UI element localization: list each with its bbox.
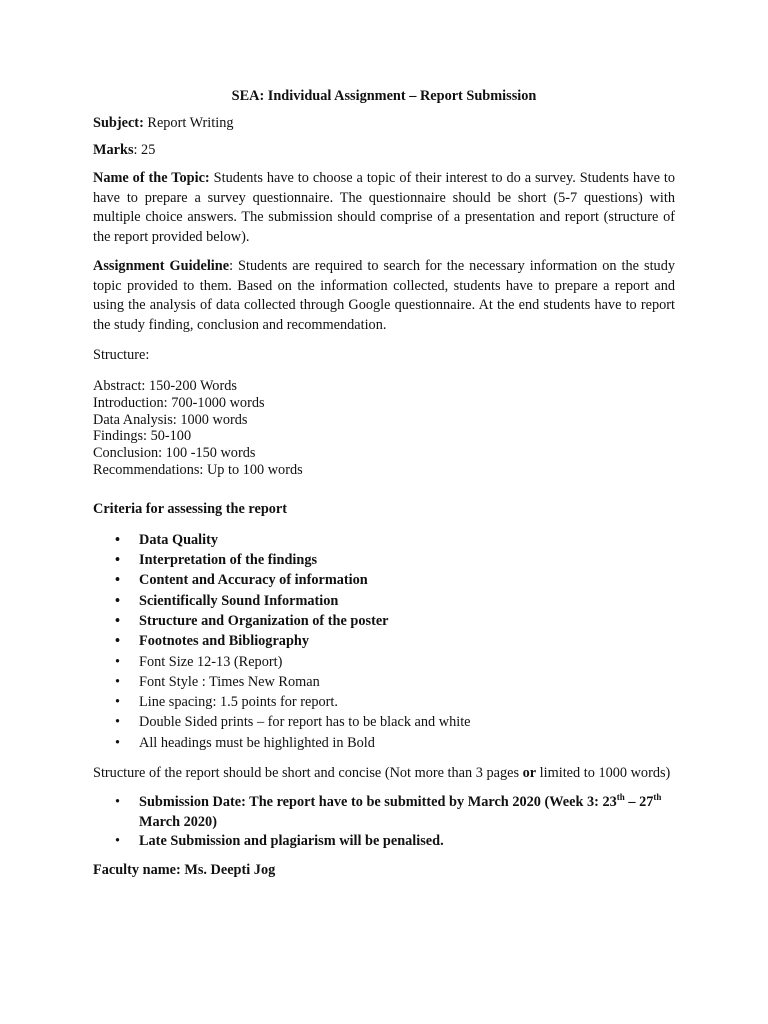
subject-line: [93, 115, 675, 132]
subject-value: Report Writing: [143, 115, 234, 131]
bullet-icon: •: [115, 673, 121, 690]
document-page: [93, 88, 675, 879]
bullet-icon: •: [115, 734, 121, 751]
subject-label: Subject:: [93, 115, 144, 131]
criteria-item: • Content and Accuracy of information: [93, 570, 675, 590]
criteria-item: • Font Style : Times New Roman: [93, 672, 675, 692]
criteria-item: • Footnotes and Bibliography: [93, 631, 675, 651]
criteria-item: • Line spacing: 1.5 points for report.: [93, 692, 675, 712]
bullet-icon: •: [115, 653, 121, 670]
guideline-paragraph: [93, 257, 675, 335]
guideline-label: Assignment Guideline: [93, 258, 230, 274]
criteria-item: • Interpretation of the findings: [93, 550, 675, 570]
structure-list: [93, 378, 675, 479]
criteria-item: • Font Size 12-13 (Report): [93, 652, 675, 672]
criteria-item: • All headings must be highlighted in Bold: [93, 733, 675, 753]
criteria-heading: Criteria for assessing the report: [93, 500, 288, 517]
bullet-icon: •: [115, 531, 121, 548]
structure-item: Data Analysis: 1000 words: [93, 411, 248, 428]
structure-item: Abstract: 150-200 Words: [93, 378, 237, 394]
structure-item: Findings: 50-100: [93, 428, 192, 445]
structure-item: Introduction: 700-1000 words: [93, 394, 265, 411]
guideline-text: : Students are required to search for the necessary information on the study topic provided to them. Based on the information collected, students have to prepare a report and using the analysis of data collected through Google questionnaire. At the end students have to report the study finding, conclusion and recommendation.: [93, 258, 675, 333]
topic-label: Name of the Topic:: [93, 170, 210, 186]
bullet-icon: •: [115, 552, 121, 569]
submission-date-item: • Submission Date: The report have to be submitted by March 2020 (Week 3: 23th – 27th March 2020): [115, 792, 662, 830]
bullet-icon: •: [115, 833, 121, 850]
structure-item: Recommendations: Up to 100 words: [93, 461, 303, 478]
structure-item: Conclusion: 100 -150 words: [93, 445, 256, 462]
bullet-icon: •: [115, 612, 121, 629]
bullet-icon: •: [115, 694, 121, 711]
marks-label: Marks: [93, 142, 134, 158]
criteria-item: • Double Sided prints – for report has to be black and white: [93, 712, 675, 732]
bullet-icon: •: [115, 592, 121, 609]
document-title: SEA: Individual Assignment – Report Submission: [231, 88, 537, 104]
criteria-item: • Data Quality: [93, 530, 675, 550]
criteria-list: [93, 530, 675, 753]
submission-list: [93, 793, 675, 852]
structure-label: Structure:: [93, 347, 150, 363]
marks-line: [93, 142, 675, 159]
concise-note: Structure of the report should be short and concise (Not more than 3 pages or limited to 1000 words): [93, 765, 671, 782]
bullet-icon: •: [115, 714, 121, 731]
criteria-item: • Structure and Organization of the poster: [93, 611, 675, 631]
bullet-icon: •: [115, 633, 121, 650]
bullet-icon: •: [115, 794, 121, 811]
topic-text: Students have to choose a topic of their interest to do a survey. Students have to have to prepare a survey questionnaire. The questionnaire should be short (5-7 questions) with multiple choice answers. The submission should comprise of a presentation and report (structure of the report provided below).: [93, 170, 675, 245]
faculty-name: Faculty name: Ms. Deepti Jog: [93, 861, 276, 878]
bullet-icon: •: [115, 572, 121, 589]
marks-value: : 25: [133, 142, 156, 158]
topic-paragraph: [93, 169, 675, 247]
late-submission-item: • Late Submission and plagiarism will be penalised.: [93, 832, 675, 852]
criteria-item: • Scientifically Sound Information: [93, 591, 675, 611]
